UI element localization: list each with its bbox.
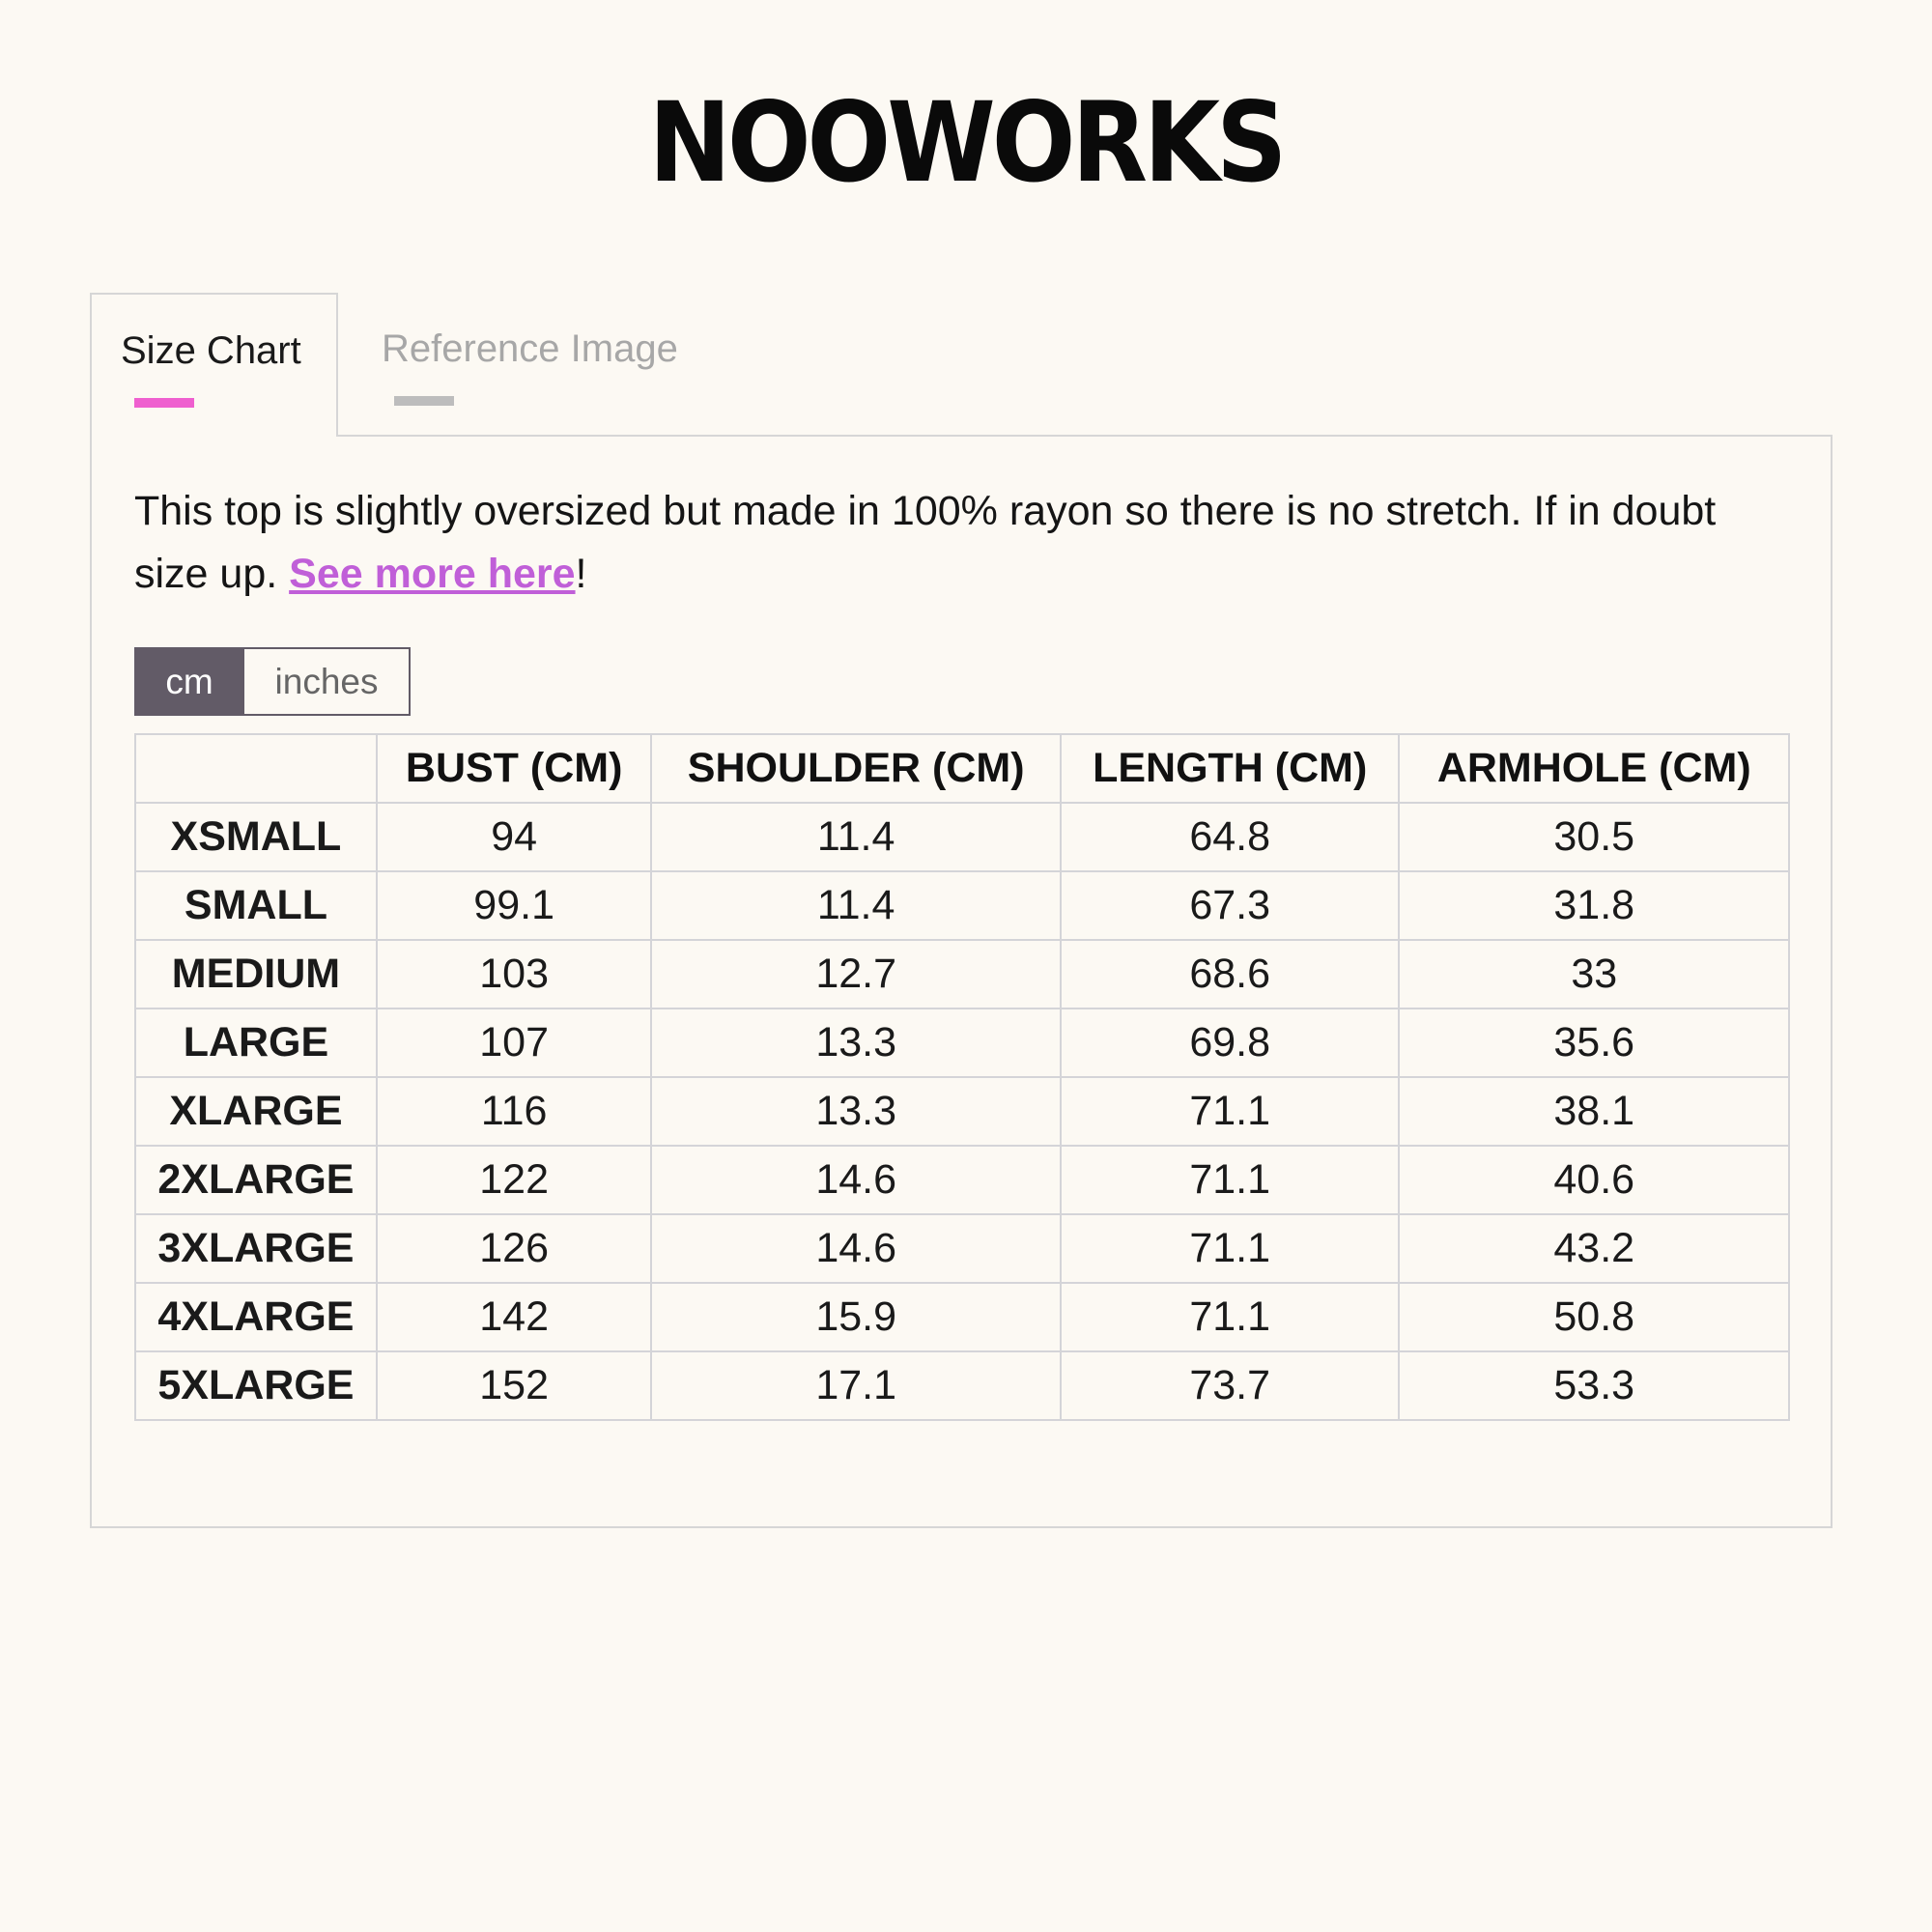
tab-reference-image[interactable] — [338, 293, 678, 437]
table-cell: 43.2 — [1399, 1214, 1789, 1283]
see-more-link[interactable]: See more here — [289, 551, 576, 597]
size-description — [134, 480, 1796, 606]
table-cell: 12.7 — [651, 940, 1061, 1009]
tab-active-indicator — [134, 398, 194, 408]
table-cell: 71.1 — [1061, 1214, 1400, 1283]
table-cell: 69.8 — [1061, 1009, 1400, 1077]
table-cell: 38.1 — [1399, 1077, 1789, 1146]
size-label: XLARGE — [135, 1077, 377, 1146]
column-header-bust: BUST (CM) — [377, 734, 652, 803]
size-label: MEDIUM — [135, 940, 377, 1009]
table-cell: 33 — [1399, 940, 1789, 1009]
column-header-shoulder: SHOULDER (CM) — [651, 734, 1061, 803]
description-text: This top is slightly oversized but made in 100% rayon so there is no stretch. If in doubt size up. — [134, 488, 1717, 597]
table-cell: 11.4 — [651, 871, 1061, 940]
description-suffix: ! — [575, 551, 587, 597]
table-row — [135, 1146, 1789, 1214]
table-cell: 35.6 — [1399, 1009, 1789, 1077]
table-row — [135, 1009, 1789, 1077]
table-cell: 64.8 — [1061, 803, 1400, 871]
table-cell: 14.6 — [651, 1214, 1061, 1283]
unit-toggle — [134, 647, 411, 716]
table-cell: 53.3 — [1399, 1351, 1789, 1420]
table-row — [135, 940, 1789, 1009]
size-label: 2XLARGE — [135, 1146, 377, 1214]
size-table — [134, 733, 1790, 1421]
table-cell: 94 — [377, 803, 652, 871]
brand-logo: NOOWORKS — [648, 78, 1284, 209]
size-label: 5XLARGE — [135, 1351, 377, 1420]
table-cell: 71.1 — [1061, 1146, 1400, 1214]
table-cell: 50.8 — [1399, 1283, 1789, 1351]
table-cell: 17.1 — [651, 1351, 1061, 1420]
table-row — [135, 1283, 1789, 1351]
table-cell: 99.1 — [377, 871, 652, 940]
size-label: LARGE — [135, 1009, 377, 1077]
table-row — [135, 803, 1789, 871]
size-chart-panel — [90, 435, 1833, 1528]
table-cell: 152 — [377, 1351, 652, 1420]
unit-inches-button[interactable]: inches — [244, 647, 411, 716]
table-cell: 31.8 — [1399, 871, 1789, 940]
table-cell: 71.1 — [1061, 1077, 1400, 1146]
table-cell: 68.6 — [1061, 940, 1400, 1009]
table-row — [135, 1214, 1789, 1283]
table-row — [135, 1351, 1789, 1420]
table-cell: 15.9 — [651, 1283, 1061, 1351]
table-cell: 11.4 — [651, 803, 1061, 871]
tab-bar — [90, 293, 678, 437]
table-cell: 126 — [377, 1214, 652, 1283]
tab-size-chart[interactable] — [90, 293, 338, 437]
table-cell: 73.7 — [1061, 1351, 1400, 1420]
table-cell: 122 — [377, 1146, 652, 1214]
column-header-armhole: ARMHOLE (CM) — [1399, 734, 1789, 803]
tab-inactive-indicator — [394, 396, 454, 406]
table-cell: 14.6 — [651, 1146, 1061, 1214]
tab-label: Size Chart — [121, 329, 301, 372]
size-label: 3XLARGE — [135, 1214, 377, 1283]
size-label: 4XLARGE — [135, 1283, 377, 1351]
unit-cm-button[interactable]: cm — [134, 647, 244, 716]
table-cell: 40.6 — [1399, 1146, 1789, 1214]
table-cell: 13.3 — [651, 1077, 1061, 1146]
table-body — [135, 803, 1789, 1420]
table-cell: 103 — [377, 940, 652, 1009]
tab-label: Reference Image — [382, 327, 678, 370]
table-cell: 142 — [377, 1283, 652, 1351]
table-cell: 107 — [377, 1009, 652, 1077]
column-header — [135, 734, 377, 803]
table-cell: 71.1 — [1061, 1283, 1400, 1351]
table-cell: 116 — [377, 1077, 652, 1146]
table-cell: 67.3 — [1061, 871, 1400, 940]
table-cell: 13.3 — [651, 1009, 1061, 1077]
table-cell: 30.5 — [1399, 803, 1789, 871]
table-header-row — [135, 734, 1789, 803]
column-header-length: LENGTH (CM) — [1061, 734, 1400, 803]
table-row — [135, 1077, 1789, 1146]
size-label: SMALL — [135, 871, 377, 940]
table-row — [135, 871, 1789, 940]
size-label: XSMALL — [135, 803, 377, 871]
